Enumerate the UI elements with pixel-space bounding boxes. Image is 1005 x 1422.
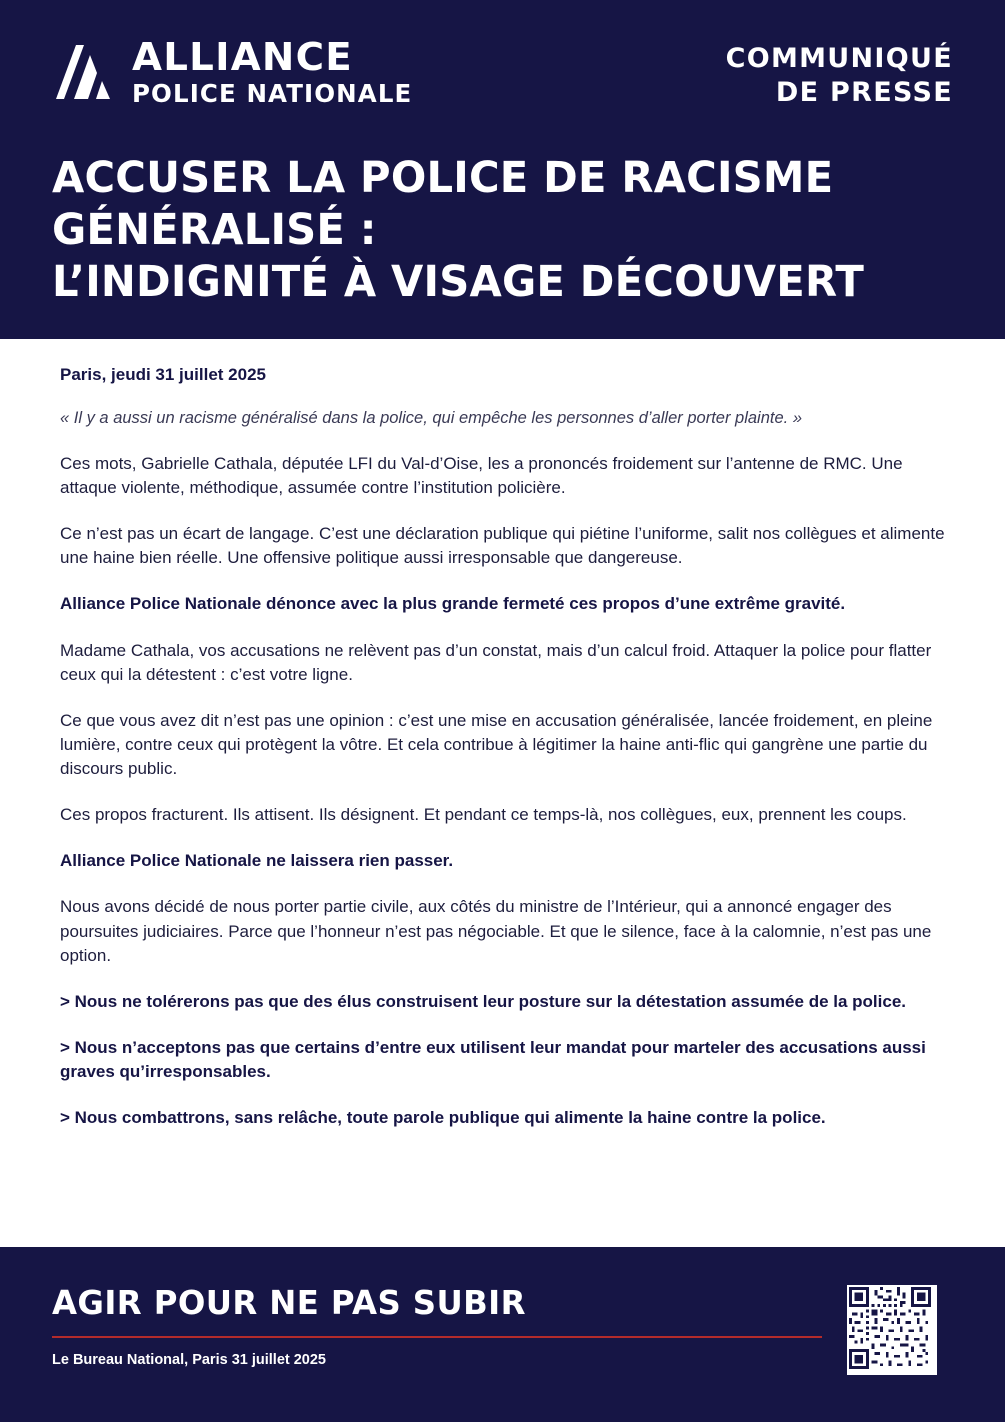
header-top-row	[52, 35, 953, 110]
paragraph: Ces mots, Gabrielle Cathala, députée LFI du Val-d’Oise, les a prononcés froidement sur l’antenne de RMC. Une attaque violente, méthodique, assumée contre l’institution policière.	[60, 453, 903, 498]
paragraph-emphasis: Alliance Police Nationale dénonce avec la plus grande fermeté ces propos d’une extrême gravité.	[60, 594, 846, 614]
paragraph: Ces propos fracturent. Ils attisent. Ils désignent. Et pendant ce temps-là, nos collègues, eux, prennent les coups.	[60, 805, 907, 825]
article-body	[0, 339, 1005, 1130]
footer-inner	[52, 1277, 953, 1400]
paragraph: Nous avons décidé de nous porter partie civile, aux côtés du ministre de l’Intérieur, qui a annoncé engager des poursuites judiciaires. Parce que l’honneur n’est pas négociable. Et que le silence, face à la calomnie, n’est pas une option.	[60, 897, 932, 965]
dateline: Paris, jeudi 31 juillet 2025	[60, 364, 266, 384]
footer	[0, 1247, 1005, 1422]
footer-left	[52, 1277, 822, 1368]
headline-line-2: GÉNÉRALISÉ :	[52, 204, 377, 255]
paragraph: Ce que vous avez dit n’est pas une opinion : c’est une mise en accusation généralisée, lancée froidement, en pleine lumière, contre ceux qui protègent la vôtre. Et cela contribue à légitimer la haine anti-flic qui gangrène une partie du discours public.	[60, 710, 933, 779]
paragraph: Ce n’est pas un écart de langage. C’est une déclaration publique qui piétine l’uniforme, salit nos collègues et alimente une haine bien réelle. Une offensive politique aussi irresponsable que dangereuse.	[60, 524, 945, 568]
divider	[52, 1336, 822, 1338]
qr-code-icon[interactable]	[847, 1285, 937, 1375]
press-tag-line2: DE PRESSE	[775, 76, 953, 108]
list-item: > Nous combattrons, sans relâche, toute parole publique qui alimente la haine contre la police.	[60, 1108, 826, 1128]
press-tag-line1: COMMUNIQUÉ	[725, 43, 953, 74]
alliance-chevron-logo-icon	[52, 41, 114, 103]
headline-line-1: ACCUSER LA POLICE DE RACISME	[52, 152, 834, 203]
brand-subtitle: POLICE NATIONALE	[132, 79, 413, 108]
press-release-tag	[726, 38, 953, 110]
page-title	[52, 152, 926, 309]
brand	[52, 35, 413, 108]
paragraph-emphasis: Alliance Police Nationale ne laissera rien passer.	[60, 851, 454, 871]
paragraph: Madame Cathala, vos accusations ne relèvent pas d’un constat, mais d’un calcul froid. Attaquer la police pour flatter ceux qui la détestent : c’est votre ligne.	[60, 640, 932, 684]
headline-line-3: L’INDIGNITÉ À VISAGE DÉCOUVERT	[52, 257, 865, 308]
list-item: > Nous n’acceptons pas que certains d’entre eux utilisent leur mandat pour marteler des accusations aussi graves qu’irresponsables.	[60, 1037, 926, 1082]
pull-quote: « Il y a aussi un racisme généralisé dans la police, qui empêche les personnes d’aller porter plainte. »	[60, 408, 803, 427]
brand-name: ALLIANCE	[132, 35, 353, 79]
brand-text	[132, 35, 413, 108]
list-item: > Nous ne tolérerons pas que des élus construisent leur posture sur la détestation assumée de la police.	[60, 991, 906, 1011]
slogan: AGIR POUR NE PAS SUBIR	[52, 1283, 526, 1322]
header	[0, 0, 1005, 339]
footer-note: Le Bureau National, Paris 31 juillet 2025	[52, 1352, 326, 1368]
